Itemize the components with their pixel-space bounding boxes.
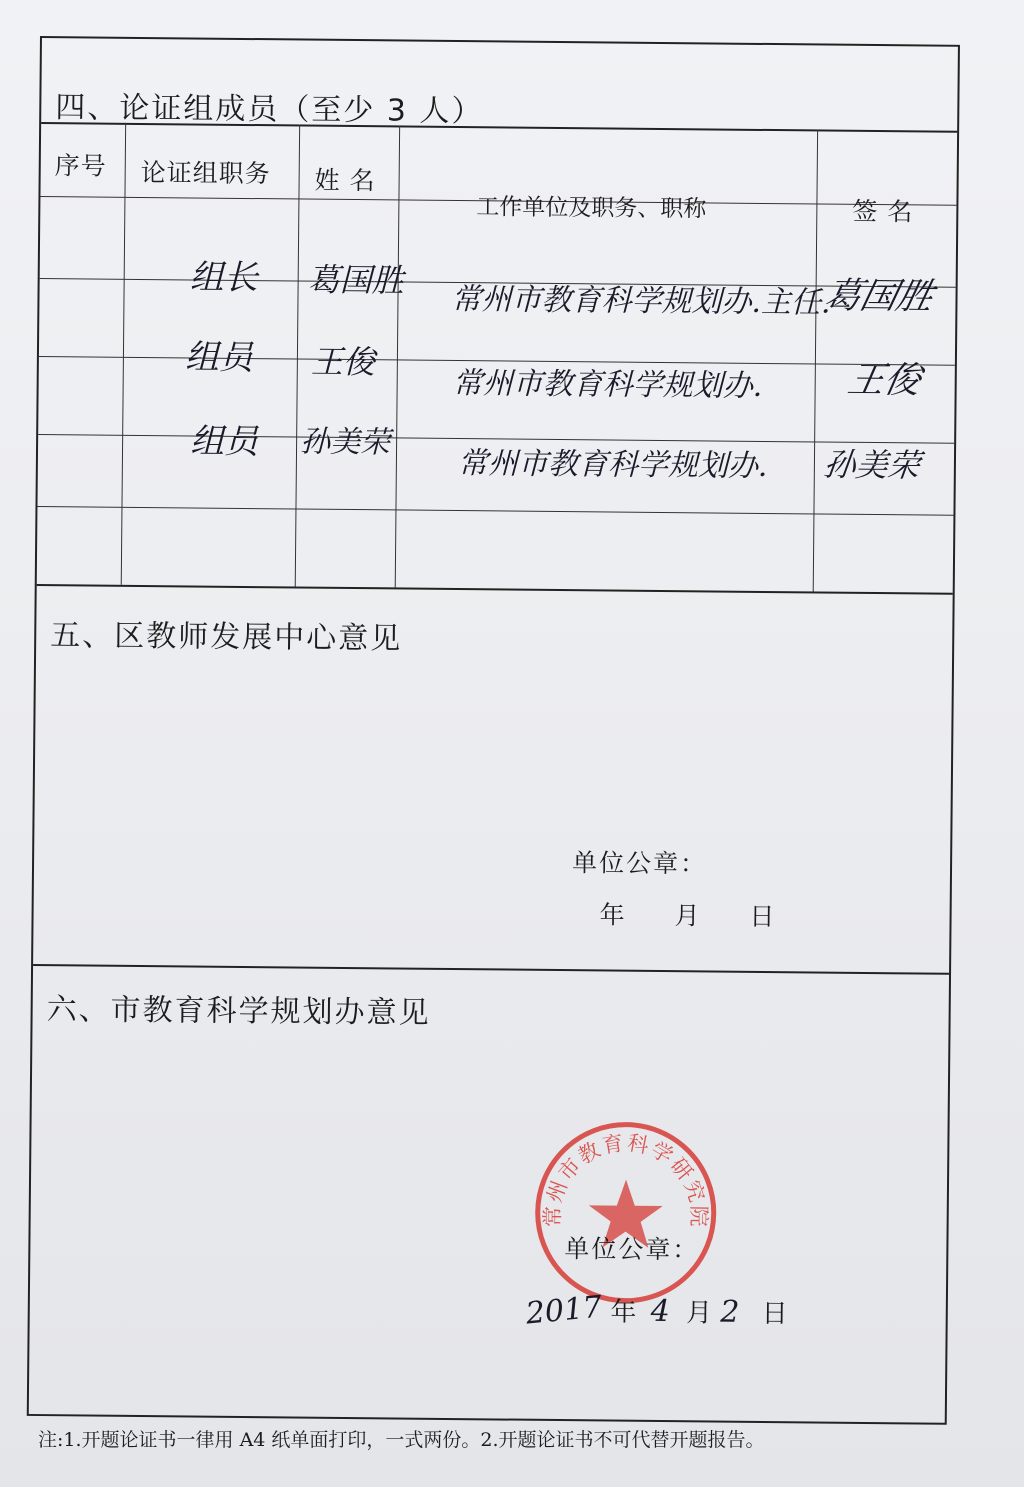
row2-signature: 王俊: [844, 359, 925, 402]
stamp-graphic: [530, 1117, 722, 1309]
section6-seal-label: 单位公章：: [564, 1234, 700, 1265]
section5-title: 五、区教师发展中心意见: [50, 618, 403, 657]
date-day-char: 日: [761, 1298, 788, 1330]
row2-role: 组员: [184, 337, 254, 379]
section5-date-label: 年 月 日: [599, 900, 775, 932]
header-unit: 工作单位及职务、职称: [476, 194, 707, 223]
row3-unit: 常州市教育科学规划办.: [457, 446, 768, 485]
section6-date: [526, 1291, 788, 1331]
row3-role: 组员: [189, 421, 259, 463]
table-col-line-4: [813, 129, 818, 591]
table-row-line-4: [37, 506, 953, 516]
table-top-line: [41, 122, 957, 133]
section5-seal-label: 单位公章：: [571, 848, 708, 879]
row3-signature: 孙美荣: [821, 445, 922, 485]
date-month-char: 月: [685, 1298, 713, 1329]
row1-signature: 葛国胜: [820, 275, 938, 318]
row2-name: 王俊: [310, 342, 376, 382]
section4-bottom-line: [37, 584, 953, 595]
row1-name: 葛国胜: [307, 260, 404, 300]
table-col-line-3: [395, 125, 400, 587]
svg-text:常州市教育科学研究院规划办公室: 常州市教育科学研究院规划办公室: [540, 1130, 711, 1229]
date-month-handwritten: 4: [650, 1293, 670, 1330]
date-day-handwritten: 2: [720, 1294, 740, 1330]
official-stamp: [530, 1117, 722, 1309]
footnote: 注:1.开题论证书一律用 A4 纸单面打印，一式两份。2.开题论证书不可代替开题报告。: [38, 1429, 765, 1451]
form-sheet: [27, 36, 960, 1425]
date-year-char: 年: [610, 1297, 637, 1328]
row1-role: 组长: [189, 257, 258, 299]
header-name: 姓 名: [314, 165, 376, 196]
header-signature: 签 名: [852, 196, 914, 227]
date-year-handwritten: 2017: [524, 1289, 604, 1332]
row2-unit: 常州市教育科学规划办.: [452, 365, 763, 404]
header-role: 论证组职务: [140, 157, 271, 189]
table-col-line-2: [295, 124, 300, 586]
section5-bottom-line: [33, 964, 949, 975]
header-index: 序号: [54, 151, 107, 181]
table-col-line-1: [121, 123, 126, 585]
row3-name: 孙美荣: [299, 424, 391, 461]
row1-unit: 常州市教育科学规划办.主任.: [451, 281, 831, 321]
section6-title: 六、市教育科学规划办意见: [46, 992, 431, 1031]
section4-title: 四、论证组成员（至少 3 人）: [55, 90, 484, 130]
